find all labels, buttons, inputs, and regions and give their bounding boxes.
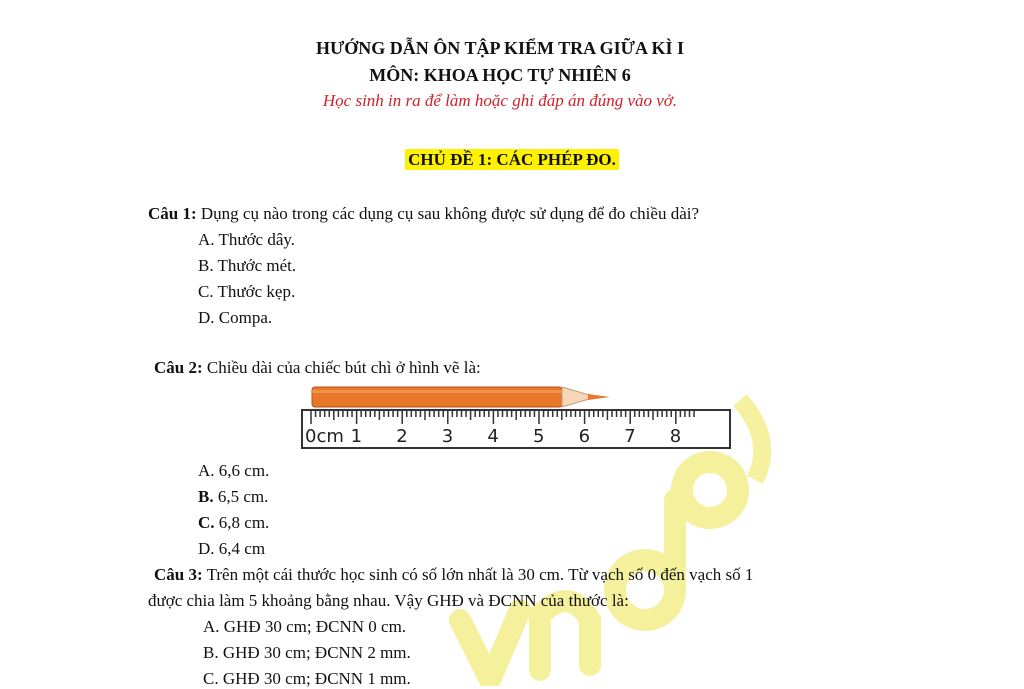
question-2-option-c-letter: C. bbox=[198, 513, 215, 532]
topic-heading-wrap bbox=[0, 150, 1024, 170]
ruler-number-2: 2 bbox=[396, 426, 408, 447]
question-2-label: Câu 2: bbox=[154, 358, 203, 377]
ruler-unit-label: 0cm bbox=[305, 426, 344, 447]
ruler-number-8: 8 bbox=[669, 426, 682, 447]
question-2-text: Chiều dài của chiếc bút chì ở hình vẽ là: bbox=[202, 358, 481, 377]
question-1-label: Câu 1: bbox=[148, 204, 197, 223]
question-2-option-b-letter: B. bbox=[198, 487, 214, 506]
question-3-option-b: B. GHĐ 30 cm; ĐCNN 2 mm. bbox=[203, 643, 411, 662]
question-2 bbox=[154, 358, 481, 378]
question-2-option-b-text: 6,5 cm. bbox=[213, 487, 269, 506]
topic-heading: CHỦ ĐỀ 1: CÁC PHÉP ĐO. bbox=[405, 149, 619, 170]
question-2-option-b bbox=[198, 487, 268, 507]
pencil-lead-tip bbox=[588, 394, 610, 400]
doc-note: Học sinh in ra để làm hoặc ghi đáp án đúng vào vở. bbox=[322, 91, 678, 110]
question-2-option-d-letter: D. bbox=[198, 539, 215, 558]
ruler-number-5: 5 bbox=[533, 426, 545, 447]
ruler-figure bbox=[300, 380, 732, 450]
question-1 bbox=[148, 204, 699, 224]
ruler-number-6: 6 bbox=[578, 426, 591, 447]
question-3-text-line1: Trên một cái thước học sinh có số lớn nhất là 30 cm. Từ vạch số 0 đến vạch số 1 bbox=[202, 565, 754, 584]
ruler-number-7: 7 bbox=[624, 426, 636, 447]
question-2-option-c bbox=[198, 513, 269, 533]
doc-subject: MÔN: KHOA HỌC TỰ NHIÊN 6 bbox=[369, 65, 631, 85]
question-2-option-c-text: 6,8 cm. bbox=[214, 513, 270, 532]
question-3 bbox=[154, 565, 753, 585]
question-3-option-a: A. GHĐ 30 cm; ĐCNN 0 cm. bbox=[203, 617, 407, 636]
question-3-text-line2: được chia làm 5 khoảng bằng nhau. Vậy GHĐ và ĐCNN của thước là: bbox=[148, 591, 629, 610]
ruler-number-3: 3 bbox=[441, 426, 454, 447]
question-2-option-d-text: 6,4 cm bbox=[214, 539, 266, 558]
question-1-option-d: D. Compa. bbox=[198, 308, 273, 327]
question-1-text: Dụng cụ nào trong các dụng cụ sau không được sử dụng để đo chiều dài? bbox=[196, 204, 700, 223]
ruler-number-4: 4 bbox=[487, 426, 499, 447]
question-1-option-a: A. Thước dây. bbox=[198, 230, 296, 249]
question-2-option-a-text: 6,6 cm. bbox=[214, 461, 270, 480]
question-1-option-b: B. Thước mét. bbox=[198, 256, 297, 275]
question-2-option-d bbox=[198, 539, 265, 559]
question-1-option-c: C. Thước kẹp. bbox=[198, 282, 296, 301]
question-2-option-a bbox=[198, 461, 269, 481]
pencil bbox=[312, 387, 610, 407]
doc-title: HƯỚNG DẪN ÔN TẬP KIỂM TRA GIỮA KÌ I bbox=[315, 38, 685, 58]
question-3-label: Câu 3: bbox=[154, 565, 203, 584]
question-3-option-c: C. GHĐ 30 cm; ĐCNN 1 mm. bbox=[203, 669, 411, 688]
ruler-number-1: 1 bbox=[350, 426, 363, 447]
question-2-option-a-letter: A. bbox=[198, 461, 215, 480]
